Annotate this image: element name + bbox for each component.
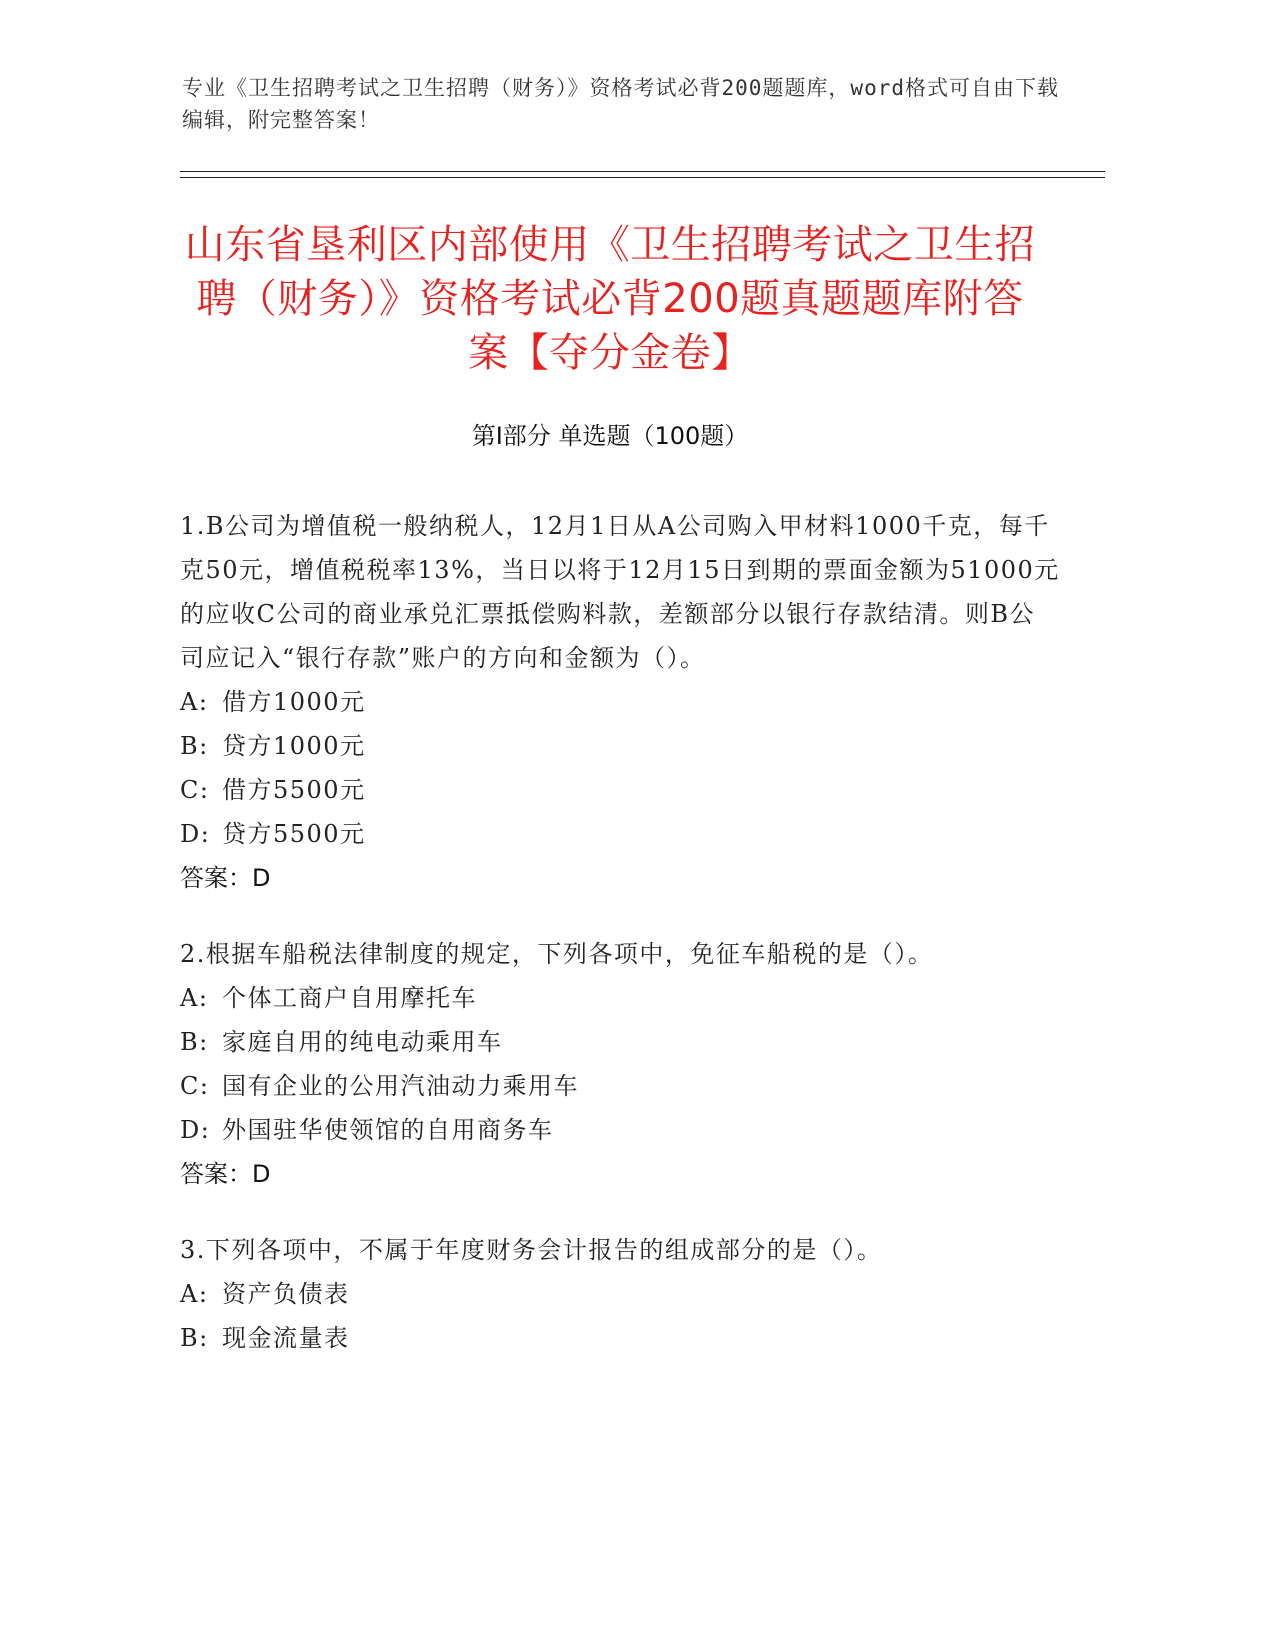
option-a xyxy=(180,680,1060,724)
section-title: 第Ⅰ部分 单选题（100题） xyxy=(471,422,749,450)
option-text: 现金流量表 xyxy=(222,1324,350,1352)
option-a xyxy=(180,976,1060,1020)
option-text: 资产负债表 xyxy=(222,1280,350,1308)
option-c xyxy=(180,1064,1060,1108)
option-key: C: xyxy=(180,776,210,804)
option-b xyxy=(180,1020,1060,1064)
option-key: A: xyxy=(180,1280,209,1308)
option-text: 借方5500元 xyxy=(222,776,366,804)
page-title: 山东省垦利区内部使用《卫生招聘考试之卫生招聘（财务）》资格考试必背200题真题题库附答案【夺分金卷】 xyxy=(184,222,1036,376)
answer: 答案：D xyxy=(180,1160,271,1188)
option-a xyxy=(180,1272,1060,1316)
option-text: 个体工商户自用摩托车 xyxy=(222,984,477,1012)
option-text: 贷方5500元 xyxy=(222,820,366,848)
option-b xyxy=(180,724,1060,768)
option-key: B: xyxy=(180,1028,209,1056)
option-key: D: xyxy=(180,1116,211,1144)
option-text: 家庭自用的纯电动乘用车 xyxy=(222,1028,503,1056)
option-text: 外国驻华使领馆的自用商务车 xyxy=(222,1116,554,1144)
option-d xyxy=(180,1108,1060,1152)
question-3 xyxy=(180,1228,1060,1360)
option-b xyxy=(180,1316,1060,1360)
option-text: 国有企业的公用汽油动力乘用车 xyxy=(222,1072,579,1100)
question-list xyxy=(180,504,1060,1392)
option-key: B: xyxy=(180,732,209,760)
option-key: B: xyxy=(180,1324,209,1352)
option-key: A: xyxy=(180,688,209,716)
question-stem: 1.B公司为增值税一般纳税人，12月1日从A公司购入甲材料1000千克，每千克50元，增值税税率13%，当日以将于12月15日到期的票面金额为51000元的应收C公司的商业承兑汇票抵偿购料款，差额部分以银行存款结清。则B公司应记入“银行存款”账户的方向和金额为（）。 xyxy=(180,512,1060,672)
option-key: D: xyxy=(180,820,211,848)
option-text: 贷方1000元 xyxy=(222,732,366,760)
header-note: 专业《卫生招聘考试之卫生招聘（财务）》资格考试必背200题题库，word格式可自由下载编辑，附完整答案！ xyxy=(182,76,1059,132)
option-key: A: xyxy=(180,984,209,1012)
question-1 xyxy=(180,504,1060,900)
question-stem: 2.根据车船税法律制度的规定，下列各项中，免征车船税的是（）。 xyxy=(180,940,934,968)
option-c xyxy=(180,768,1060,812)
option-text: 借方1000元 xyxy=(222,688,366,716)
header-rule-top xyxy=(180,171,1105,172)
option-key: C: xyxy=(180,1072,210,1100)
question-2 xyxy=(180,932,1060,1196)
question-stem: 3.下列各项中，不属于年度财务会计报告的组成部分的是（）。 xyxy=(180,1236,883,1264)
answer: 答案：D xyxy=(180,864,271,892)
option-d xyxy=(180,812,1060,856)
header-rule-bottom xyxy=(180,177,1105,178)
